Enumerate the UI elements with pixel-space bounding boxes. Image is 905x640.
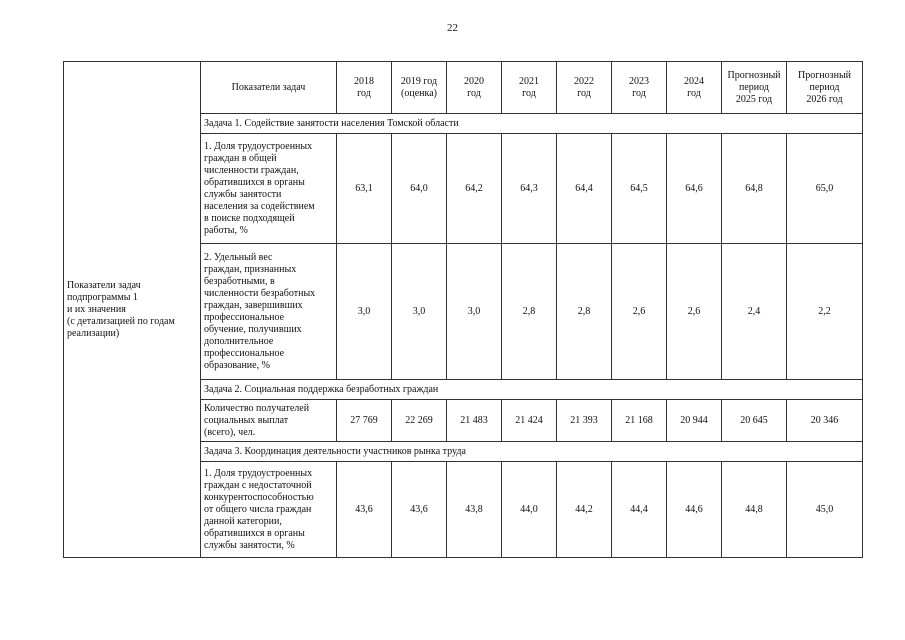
- value-cell: 44,8: [722, 462, 787, 558]
- value-cell: 27 769: [337, 400, 392, 442]
- value-cell: 44,0: [502, 462, 557, 558]
- year-header: 2018 год: [337, 62, 392, 114]
- row-label: 1. Доля трудоустроенных граждан в общей численности граждан, обратившихся в органы службы занятости населения за содействием в поиске подходящей работы, %: [201, 134, 337, 244]
- value-cell: 21 483: [447, 400, 502, 442]
- value-cell: 44,6: [667, 462, 722, 558]
- value-cell: 64,2: [447, 134, 502, 244]
- value-cell: 65,0: [787, 134, 863, 244]
- value-cell: 2,8: [557, 244, 612, 380]
- year-header: 2020 год: [447, 62, 502, 114]
- section-title: Задача 3. Координация деятельности участников рынка труда: [201, 442, 863, 462]
- year-header: 2021 год: [502, 62, 557, 114]
- value-cell: 21 424: [502, 400, 557, 442]
- year-header: 2019 год (оценка): [392, 62, 447, 114]
- value-cell: 44,4: [612, 462, 667, 558]
- value-cell: 21 168: [612, 400, 667, 442]
- section-title: Задача 2. Социальная поддержка безработных граждан: [201, 380, 863, 400]
- value-cell: 43,6: [337, 462, 392, 558]
- year-header: 2024 год: [667, 62, 722, 114]
- value-cell: 64,3: [502, 134, 557, 244]
- page-number: 22: [447, 22, 458, 34]
- row-label: 2. Удельный вес граждан, признанных безработными, в численности безработных граждан, завершивших профессиональное обучение, получивших дополнительное профессиональное образование, %: [201, 244, 337, 380]
- forecast-header: Прогнозный период 2025 год: [722, 62, 787, 114]
- value-cell: 2,4: [722, 244, 787, 380]
- value-cell: 64,0: [392, 134, 447, 244]
- header-row: [64, 62, 863, 114]
- value-cell: 2,2: [787, 244, 863, 380]
- value-cell: 64,4: [557, 134, 612, 244]
- value-cell: 20 944: [667, 400, 722, 442]
- indicators-table: [63, 61, 863, 558]
- value-cell: 2,8: [502, 244, 557, 380]
- value-cell: 21 393: [557, 400, 612, 442]
- value-cell: 20 346: [787, 400, 863, 442]
- value-cell: 2,6: [667, 244, 722, 380]
- value-cell: 44,2: [557, 462, 612, 558]
- value-cell: 2,6: [612, 244, 667, 380]
- value-cell: 63,1: [337, 134, 392, 244]
- value-cell: 43,6: [392, 462, 447, 558]
- row-label: 1. Доля трудоустроенных граждан с недостаточной конкурентоспособностью от общего числа граждан данной категории, обратившихся в органы службы занятости, %: [201, 462, 337, 558]
- value-cell: 45,0: [787, 462, 863, 558]
- row-label: Количество получателей социальных выплат (всего), чел.: [201, 400, 337, 442]
- side-label: Показатели задач подпрограммы 1 и их значения (с детализацией по годам реализации): [67, 279, 175, 339]
- section-title: Задача 1. Содействие занятости населения Томской области: [201, 114, 863, 134]
- value-cell: 20 645: [722, 400, 787, 442]
- side-label-cell: [64, 62, 201, 558]
- value-cell: 3,0: [392, 244, 447, 380]
- indicator-header: Показатели задач: [201, 62, 337, 114]
- year-header: 2023 год: [612, 62, 667, 114]
- value-cell: 64,8: [722, 134, 787, 244]
- value-cell: 3,0: [337, 244, 392, 380]
- year-header: 2022 год: [557, 62, 612, 114]
- forecast-header: Прогнозный период 2026 год: [787, 62, 863, 114]
- value-cell: 43,8: [447, 462, 502, 558]
- value-cell: 3,0: [447, 244, 502, 380]
- value-cell: 64,6: [667, 134, 722, 244]
- value-cell: 64,5: [612, 134, 667, 244]
- value-cell: 22 269: [392, 400, 447, 442]
